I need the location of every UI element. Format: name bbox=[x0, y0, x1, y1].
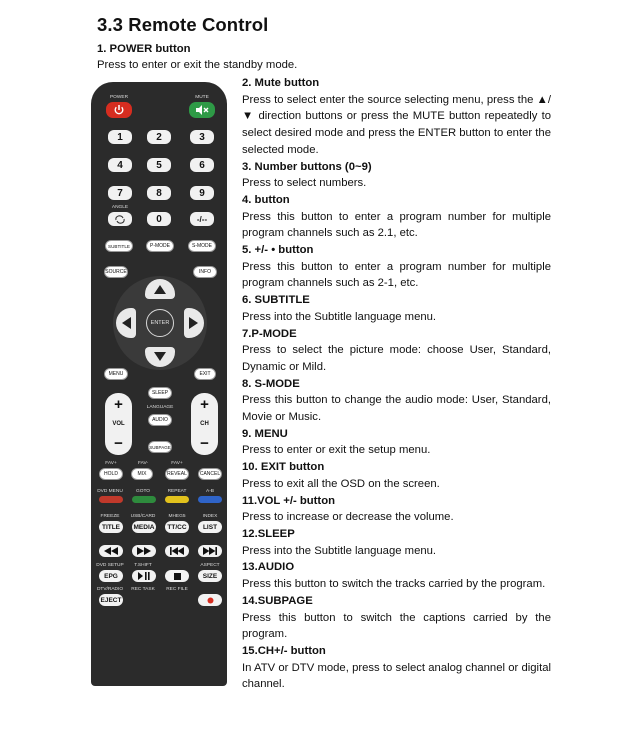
power-button[interactable] bbox=[106, 102, 132, 118]
record-button[interactable] bbox=[198, 594, 222, 606]
forward-button[interactable] bbox=[132, 545, 156, 557]
dvd-menu-label: DVD MENU bbox=[97, 489, 123, 494]
mheg5-label: MHEG5 bbox=[168, 514, 186, 519]
mix-button[interactable]: MIX bbox=[131, 468, 153, 480]
play-pause-icon bbox=[138, 572, 150, 580]
item-4-heading: 4. button bbox=[242, 193, 290, 206]
angle-button[interactable] bbox=[108, 212, 132, 226]
language-label: LANGUAGE bbox=[146, 405, 174, 410]
item-1-heading: 1. POWER button bbox=[97, 43, 191, 55]
number-0-button[interactable]: 0 bbox=[147, 212, 171, 226]
mute-label: MUTE bbox=[195, 95, 209, 100]
item-1-text: Press to enter or exit the standby mode. bbox=[97, 59, 298, 71]
number-3-button[interactable]: 3 bbox=[190, 130, 214, 144]
item-15-text: In ATV or DTV mode, press to select analog channel or digital channel. bbox=[242, 661, 551, 691]
number-7-button[interactable]: 7 bbox=[108, 186, 132, 200]
media-button[interactable]: MEDIA bbox=[132, 521, 156, 533]
goto-label: GOTO bbox=[135, 489, 151, 494]
item-6-text: Press into the Subtitle language menu. bbox=[242, 310, 437, 323]
cancel-button[interactable]: CANCEL bbox=[198, 468, 222, 480]
subtitle-button[interactable]: SUBTITLE bbox=[105, 240, 133, 252]
aspect-label: ASPECT bbox=[200, 563, 220, 568]
dvd-setup-label: DVD SETUP bbox=[96, 563, 124, 568]
blue-button[interactable] bbox=[198, 496, 222, 503]
item-7-heading: 7.P-MODE bbox=[242, 327, 297, 340]
item-13-heading: 13.AUDIO bbox=[242, 561, 295, 574]
item-2-heading: 2. Mute button bbox=[242, 77, 320, 89]
item-11-heading: 11.VOL +/- button bbox=[242, 494, 336, 507]
power-label: POWER bbox=[109, 95, 129, 100]
fast-forward-icon bbox=[137, 547, 151, 555]
channel-rocker[interactable] bbox=[191, 393, 218, 455]
stop-button[interactable] bbox=[165, 570, 189, 582]
number-2-button[interactable]: 2 bbox=[147, 130, 171, 144]
index-label: INDEX bbox=[202, 514, 218, 519]
subpage-button[interactable]: SUBPAGE bbox=[148, 441, 172, 453]
epg-button[interactable]: EPG bbox=[99, 570, 123, 582]
repeat-label: REPEAT bbox=[167, 489, 187, 494]
right-arrow-icon bbox=[184, 308, 204, 338]
item-6-heading: 6. SUBTITLE bbox=[242, 294, 310, 307]
ch-label: CH bbox=[200, 421, 209, 427]
play-pause-button[interactable] bbox=[132, 570, 156, 582]
section-title: 3.3 Remote Control bbox=[97, 14, 269, 35]
plus-icon: + bbox=[200, 396, 209, 413]
up-button[interactable] bbox=[145, 279, 175, 299]
next-button[interactable] bbox=[198, 545, 222, 557]
eject-button[interactable]: EJECT bbox=[99, 594, 123, 606]
rewind-icon bbox=[104, 547, 118, 555]
enter-button[interactable]: ENTER bbox=[146, 309, 174, 337]
number-4-button[interactable]: 4 bbox=[108, 158, 132, 172]
minus-icon: − bbox=[200, 435, 209, 452]
size-button[interactable]: SIZE bbox=[198, 570, 222, 582]
ab-label: A-B bbox=[206, 489, 214, 494]
fav-label-3: FAV+ bbox=[171, 461, 183, 466]
item-10-heading: 10. EXIT button bbox=[242, 461, 325, 474]
title-button[interactable]: TITLE bbox=[99, 521, 123, 533]
item-14-heading: 14.SUBPAGE bbox=[242, 594, 313, 607]
source-button[interactable]: SOURCE bbox=[104, 266, 128, 278]
red-button[interactable] bbox=[99, 496, 123, 503]
minus-icon: − bbox=[114, 435, 123, 452]
ttcc-button[interactable]: TT/CC bbox=[165, 521, 189, 533]
tshift-label: T.SHIFT bbox=[134, 563, 152, 568]
number-5-button[interactable]: 5 bbox=[147, 158, 171, 172]
rec-task-label: REC TASK bbox=[131, 587, 155, 592]
pmode-button[interactable]: P-MODE bbox=[146, 240, 174, 252]
down-arrow-icon bbox=[145, 347, 175, 367]
up-arrow-icon bbox=[145, 279, 175, 299]
fav-label-2: FAV- bbox=[137, 461, 149, 466]
item-5-heading: 5. +/- • button bbox=[242, 244, 314, 257]
item-10-text: Press to exit all the OSD on the screen. bbox=[242, 477, 440, 490]
record-icon bbox=[207, 597, 214, 604]
audio-button[interactable]: AUDIO bbox=[148, 414, 172, 426]
rec-file-label: REC FILE bbox=[166, 587, 188, 592]
item-12-heading: 12.SLEEP bbox=[242, 527, 295, 540]
usb-card-label: USB/CARD bbox=[130, 514, 156, 519]
item-9-text: Press to enter or exit the setup menu. bbox=[242, 444, 431, 457]
item-12-text: Press into the Subtitle language menu. bbox=[242, 544, 437, 557]
previous-button[interactable] bbox=[165, 545, 189, 557]
yellow-button[interactable] bbox=[165, 496, 189, 503]
description-column bbox=[242, 75, 551, 693]
vol-label: VOL bbox=[112, 421, 125, 427]
item-7-text: Press to select the picture mode: choose User, Standard, Dynamic or Mild. bbox=[242, 344, 551, 373]
item-13-text: Press this button to switch the tracks carried by the program. bbox=[242, 578, 546, 591]
volume-rocker[interactable] bbox=[105, 393, 132, 455]
number-1-button[interactable]: 1 bbox=[108, 130, 132, 144]
dtv-radio-label: DTV/RADIO bbox=[96, 587, 124, 592]
fav-label-1: FAV+ bbox=[105, 461, 117, 466]
number-6-button[interactable]: 6 bbox=[190, 158, 214, 172]
item-14-text: Press this button to switch the captions carried by the program. bbox=[242, 611, 551, 641]
freeze-label: FREEZE bbox=[100, 514, 120, 519]
mute-button[interactable] bbox=[189, 102, 215, 118]
skip-forward-icon bbox=[203, 547, 217, 555]
menu-button[interactable]: MENU bbox=[104, 368, 128, 380]
mute-icon bbox=[195, 104, 209, 116]
item-2-text: Press to select enter the source selecting menu, press the ▲/▼ direction buttons or press the MUTE button repeatedly to select desired mode and press the ENTER button to enter the selected mode. bbox=[242, 93, 551, 156]
item-15-heading: 15.CH+/- button bbox=[242, 644, 326, 657]
rewind-button[interactable] bbox=[99, 545, 123, 557]
item-8-text: Press this button to change the audio mode: User, Standard, Movie or Music. bbox=[242, 394, 551, 424]
green-button[interactable] bbox=[132, 496, 156, 503]
info-button[interactable]: INFO bbox=[193, 266, 217, 278]
loop-icon bbox=[114, 215, 126, 224]
list-button[interactable]: LIST bbox=[198, 521, 222, 533]
stop-icon bbox=[174, 573, 181, 580]
item-3-heading: 3. Number buttons (0~9) bbox=[242, 160, 372, 173]
sleep-button[interactable]: SLEEP bbox=[148, 387, 172, 399]
skip-back-icon bbox=[170, 547, 184, 555]
dash-button[interactable]: -/-- bbox=[190, 212, 214, 226]
smode-button[interactable]: S-MODE bbox=[188, 240, 216, 252]
item-3-text: Press to select numbers. bbox=[242, 177, 367, 190]
item-4-text: Press this button to enter a program number for multiple program channels such as 2.1, etc. bbox=[242, 210, 551, 240]
reveal-button[interactable]: REVEAL bbox=[165, 468, 189, 480]
exit-button[interactable]: EXIT bbox=[194, 368, 216, 380]
left-button[interactable] bbox=[116, 308, 136, 338]
left-arrow-icon bbox=[116, 308, 136, 338]
hold-button[interactable]: HOLD bbox=[99, 468, 123, 480]
angle-label: ANGLE bbox=[111, 205, 129, 210]
item-5-text: Press this button to enter a program number for multiple program channels such as 2-1, etc. bbox=[242, 260, 551, 290]
item-11-text: Press to increase or decrease the volume. bbox=[242, 511, 454, 524]
item-8-heading: 8. S-MODE bbox=[242, 377, 300, 390]
number-9-button[interactable]: 9 bbox=[190, 186, 214, 200]
plus-icon: + bbox=[114, 396, 123, 413]
down-button[interactable] bbox=[145, 347, 175, 367]
number-8-button[interactable]: 8 bbox=[147, 186, 171, 200]
power-icon bbox=[113, 104, 125, 116]
item-9-heading: 9. MENU bbox=[242, 427, 288, 440]
right-button[interactable] bbox=[184, 308, 204, 338]
